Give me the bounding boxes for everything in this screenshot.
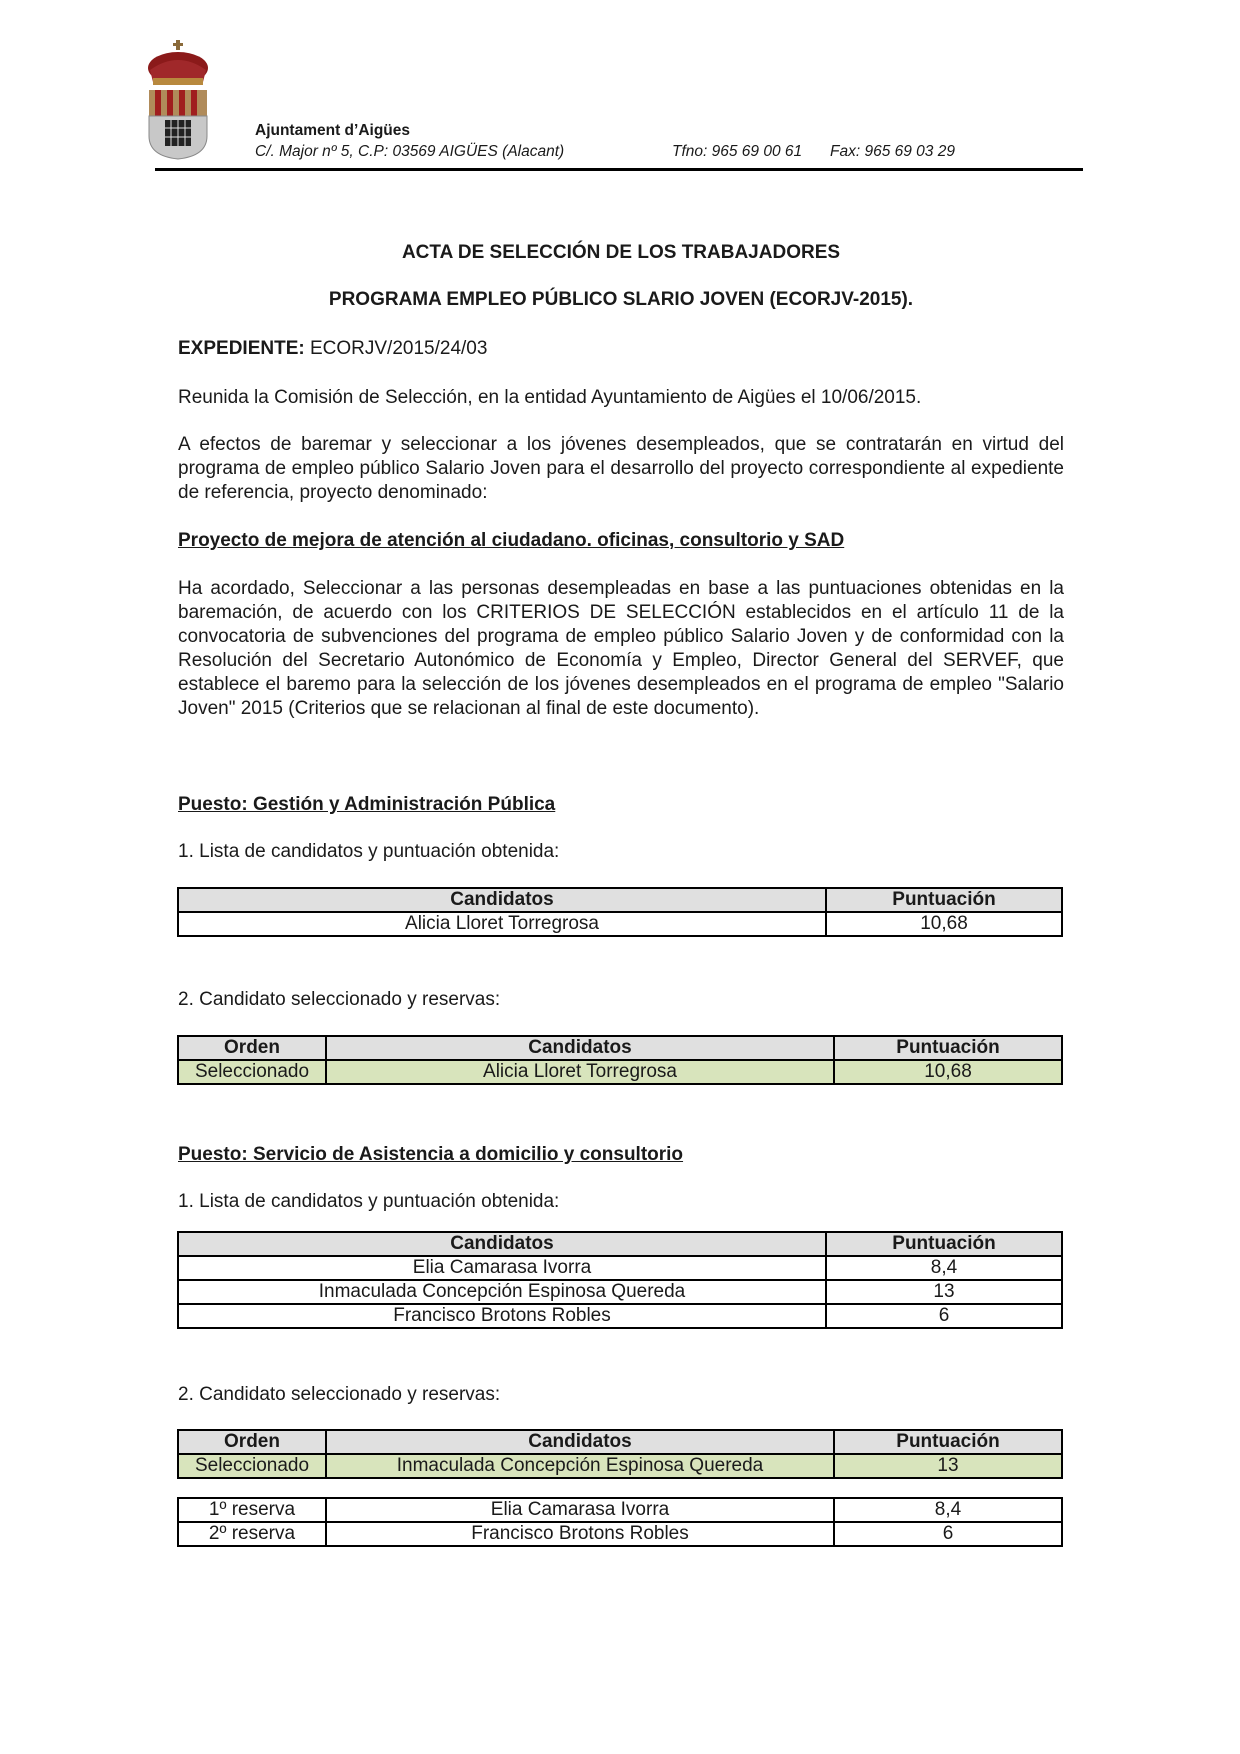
column-header-candidatos: Candidatos <box>326 1430 834 1454</box>
table-row <box>178 912 1062 936</box>
header-divider <box>155 168 1083 171</box>
candidate-name: Francisco Brotons Robles <box>178 1304 826 1328</box>
table-header-row <box>178 1232 1062 1256</box>
document-title: ACTA DE SELECCIÓN DE LOS TRABAJADORES <box>401 242 841 263</box>
selected-name: Inmaculada Concepción Espinosa Quereda <box>326 1454 834 1478</box>
organization-fax: Fax: 965 69 03 29 <box>830 143 955 160</box>
candidate-score: 10,68 <box>826 912 1062 936</box>
reserve-score: 8,4 <box>834 1498 1062 1522</box>
column-header-puntuacion: Puntuación <box>826 888 1062 912</box>
column-header-candidatos: Candidatos <box>178 888 826 912</box>
paragraph-reunida: Reunida la Comisión de Selección, en la entidad Ayuntamiento de Aigües el 10/06/2015. <box>178 387 922 408</box>
table-header-row <box>178 888 1062 912</box>
organization-name: Ajuntament d’Aigües <box>255 122 411 139</box>
candidate-name: Elia Camarasa Ivorra <box>178 1256 826 1280</box>
selected-orden: Seleccionado <box>178 1060 326 1084</box>
selection-label: 2. Candidato seleccionado y reservas: <box>178 1384 501 1405</box>
reserve-score: 6 <box>834 1522 1062 1546</box>
selection-table <box>177 1035 1063 1085</box>
organization-address: C/. Major nº 5, C.P: 03569 AIGÜES (Alacant) <box>255 143 565 160</box>
selected-row <box>178 1060 1062 1084</box>
table-header-row <box>178 1036 1062 1060</box>
expediente-label: EXPEDIENTE: <box>178 338 305 359</box>
candidate-score: 6 <box>826 1304 1062 1328</box>
puesto-title: Puesto: Gestión y Administración Pública <box>178 794 556 815</box>
candidate-score: 13 <box>826 1280 1062 1304</box>
candidates-table <box>177 1231 1063 1329</box>
reserve-orden: 1º reserva <box>178 1498 326 1522</box>
selected-orden: Seleccionado <box>178 1454 326 1478</box>
selected-score: 13 <box>834 1454 1062 1478</box>
table-row <box>178 1304 1062 1328</box>
candidates-table <box>177 887 1063 937</box>
column-header-puntuacion: Puntuación <box>834 1036 1062 1060</box>
column-header-orden: Orden <box>178 1036 326 1060</box>
column-header-candidatos: Candidatos <box>178 1232 826 1256</box>
candidate-score: 8,4 <box>826 1256 1062 1280</box>
selected-name: Alicia Lloret Torregrosa <box>326 1060 834 1084</box>
candidate-name: Inmaculada Concepción Espinosa Quereda <box>178 1280 826 1304</box>
expediente-line <box>178 337 1064 361</box>
expediente-value: ECORJV/2015/24/03 <box>304 338 488 359</box>
column-header-puntuacion: Puntuación <box>826 1232 1062 1256</box>
candidates-list-label: 1. Lista de candidatos y puntuación obtenida: <box>178 841 560 862</box>
reserve-row <box>178 1522 1062 1546</box>
table-row <box>178 1256 1062 1280</box>
reserves-table <box>177 1497 1063 1547</box>
paragraph-acordado: Ha acordado, Seleccionar a las personas desempleadas en base a las puntuaciones obtenidas en la baremación, de acuerdo con los CRITERIOS DE SELECCIÓN establecidos en el artículo 11 de la convocatoria de subvenciones del programa de empleo público Salario Joven y de conformidad con la Resolución del Secretario Autonómico de Economía y Empleo, Director General del SERVEF, que establece el baremo para la selección de los jóvenes desempleados en el programa de empleo "Salario Joven" 2015 (Criterios que se relacionan al final de este documento). <box>178 578 1064 719</box>
selected-row <box>178 1454 1062 1478</box>
puesto-title: Puesto: Servicio de Asistencia a domicilio y consultorio <box>178 1144 684 1165</box>
table-header-row <box>178 1430 1062 1454</box>
reserve-row <box>178 1498 1062 1522</box>
selection-table <box>177 1429 1063 1479</box>
document-subtitle: PROGRAMA EMPLEO PÚBLICO SLARIO JOVEN (ECORJV-2015). <box>328 289 914 310</box>
table-row <box>178 1280 1062 1304</box>
reserve-name: Francisco Brotons Robles <box>326 1522 834 1546</box>
coat-of-arms-icon <box>145 40 211 160</box>
reserve-orden: 2º reserva <box>178 1522 326 1546</box>
selected-score: 10,68 <box>834 1060 1062 1084</box>
paragraph-efectos: A efectos de baremar y seleccionar a los jóvenes desempleados, que se contratarán en virtud del programa de empleo público Salario Joven para el desarrollo del proyecto correspondiente al expediente de referencia, proyecto denominado: <box>178 434 1064 503</box>
candidate-name: Alicia Lloret Torregrosa <box>178 912 826 936</box>
candidates-list-label: 1. Lista de candidatos y puntuación obtenida: <box>178 1191 560 1212</box>
project-name: Proyecto de mejora de atención al ciudadano. oficinas, consultorio y SAD <box>178 530 845 551</box>
reserve-name: Elia Camarasa Ivorra <box>326 1498 834 1522</box>
selection-label: 2. Candidato seleccionado y reservas: <box>178 989 501 1010</box>
column-header-candidatos: Candidatos <box>326 1036 834 1060</box>
organization-phone: Tfno: 965 69 00 61 <box>672 143 803 160</box>
column-header-puntuacion: Puntuación <box>834 1430 1062 1454</box>
column-header-orden: Orden <box>178 1430 326 1454</box>
